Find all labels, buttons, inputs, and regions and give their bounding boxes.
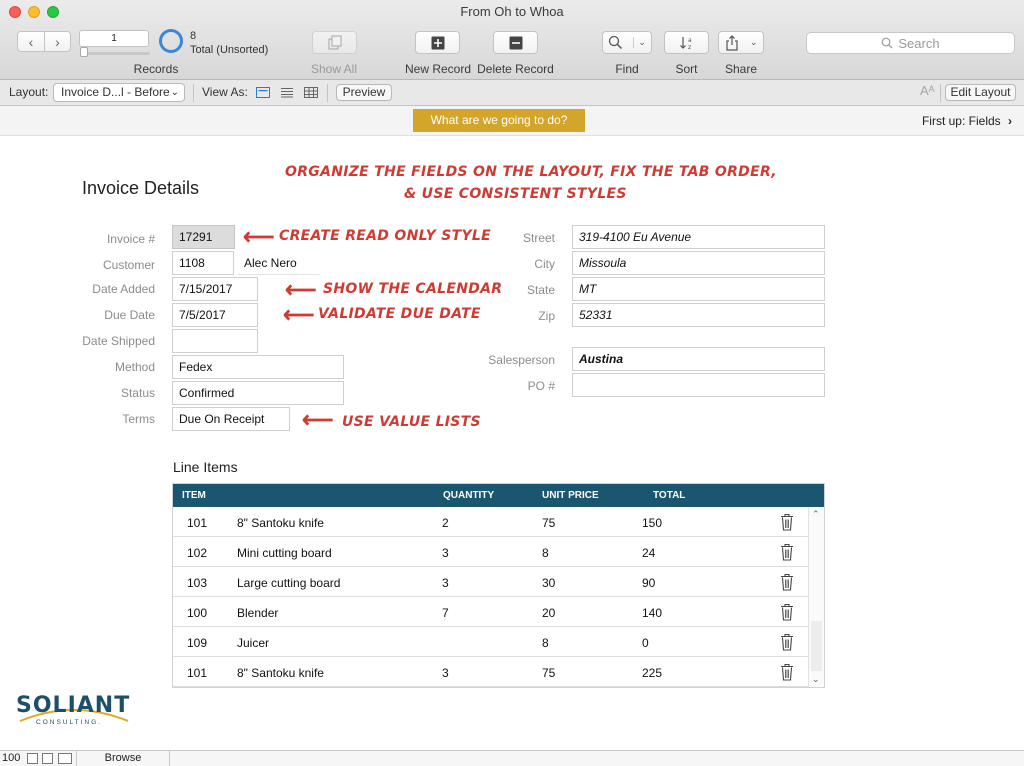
date-added-field[interactable]: 7/15/2017 bbox=[172, 277, 258, 301]
table-row[interactable] bbox=[173, 597, 808, 627]
new-record-button[interactable] bbox=[415, 31, 460, 54]
trash-icon[interactable] bbox=[780, 663, 794, 681]
show-all-icon bbox=[327, 35, 343, 51]
portal-scrollbar-thumb[interactable] bbox=[811, 621, 822, 671]
column-header-unit-price: UNIT PRICE bbox=[542, 490, 599, 501]
cell-quantity[interactable]: 7 bbox=[442, 606, 449, 620]
cell-total[interactable]: 24 bbox=[642, 546, 656, 560]
po-number-field[interactable] bbox=[572, 373, 825, 397]
label-state: State bbox=[526, 283, 555, 297]
window-title: From Oh to Whoa bbox=[460, 4, 564, 19]
page-title: Invoice Details bbox=[82, 178, 200, 198]
trash-icon[interactable] bbox=[780, 603, 794, 621]
svg-text:a: a bbox=[687, 36, 692, 44]
annotation-read-only: CREATE READ ONLY STYLE bbox=[279, 228, 491, 244]
share-icon bbox=[725, 35, 739, 51]
first-up-text: First up: Fields bbox=[921, 114, 1001, 128]
find-label: Find bbox=[615, 62, 639, 76]
trash-icon[interactable] bbox=[780, 573, 794, 591]
zoom-level[interactable]: 100 bbox=[2, 752, 21, 764]
customer-id-field[interactable]: 1108 bbox=[172, 251, 234, 275]
previous-record-button[interactable] bbox=[18, 32, 44, 51]
preview-button[interactable]: Preview bbox=[336, 84, 392, 101]
cell-description[interactable]: Mini cutting board bbox=[237, 546, 332, 560]
label-terms: Terms bbox=[122, 412, 155, 426]
cell-description[interactable]: 8" Santoku knife bbox=[237, 516, 324, 530]
divider bbox=[193, 84, 194, 102]
toggle-status-toolbar-icon[interactable] bbox=[58, 753, 72, 764]
annotation-validate: VALIDATE DUE DATE bbox=[318, 306, 481, 322]
found-set-pie-icon bbox=[159, 29, 183, 53]
customer-name-field[interactable]: Alec Nero bbox=[237, 251, 320, 275]
sort-button[interactable] bbox=[664, 31, 709, 54]
cell-unit-price[interactable]: 75 bbox=[542, 516, 556, 530]
cell-quantity[interactable]: 3 bbox=[442, 576, 449, 590]
annotation-header-line2: & USE CONSISTENT STYLES bbox=[404, 186, 627, 202]
divider bbox=[327, 84, 328, 102]
minus-icon bbox=[509, 36, 523, 50]
cell-item-id[interactable]: 101 bbox=[187, 666, 208, 680]
trash-icon[interactable] bbox=[780, 543, 794, 561]
chevron-down-icon: ⌄ bbox=[749, 37, 758, 47]
logo-wordmark: SOLIANT bbox=[16, 693, 131, 718]
find-button[interactable] bbox=[602, 31, 652, 54]
cell-unit-price[interactable]: 20 bbox=[542, 606, 556, 620]
salesperson-field[interactable]: Austina bbox=[572, 347, 825, 371]
what-are-we-going-to-do-button[interactable]: What are we going to do? bbox=[413, 109, 585, 132]
layout-select-value: Invoice D...l - Before bbox=[61, 85, 170, 99]
column-header-total: TOTAL bbox=[653, 490, 686, 501]
found-count: 8 bbox=[190, 30, 197, 42]
svg-text:z: z bbox=[687, 43, 691, 51]
cell-item-id[interactable]: 102 bbox=[187, 546, 208, 560]
chevron-down-icon: ⌄ bbox=[170, 87, 179, 98]
delete-record-button[interactable] bbox=[493, 31, 538, 54]
edit-layout-button[interactable]: Edit Layout bbox=[945, 84, 1016, 101]
cell-total[interactable]: 150 bbox=[642, 516, 663, 530]
view-as-label: View As: bbox=[202, 85, 248, 99]
cell-total[interactable]: 225 bbox=[642, 666, 663, 680]
portal-scrollbar[interactable] bbox=[808, 507, 824, 687]
sort-label: Sort bbox=[675, 62, 698, 76]
chevron-down-icon[interactable]: ⌄ bbox=[812, 674, 820, 684]
annotation-value-lists: USE VALUE LISTS bbox=[342, 414, 481, 430]
record-slider-track[interactable] bbox=[80, 52, 150, 55]
label-street: Street bbox=[522, 231, 555, 245]
cell-unit-price[interactable]: 8 bbox=[542, 636, 549, 650]
cell-unit-price[interactable]: 30 bbox=[542, 576, 556, 590]
new-record-label: New Record bbox=[404, 62, 472, 76]
list-view-icon[interactable] bbox=[280, 87, 294, 98]
label-zip: Zip bbox=[538, 309, 555, 323]
divider bbox=[940, 84, 941, 102]
layout-label: Layout: bbox=[9, 85, 49, 99]
show-all-label: Show All bbox=[310, 62, 358, 76]
form-view-icon[interactable] bbox=[256, 87, 270, 98]
label-invoice: Invoice # bbox=[106, 232, 155, 246]
arrow-left-icon: ⟵ bbox=[243, 224, 275, 249]
zoom-out-icon[interactable] bbox=[27, 753, 38, 764]
terms-field[interactable]: Due On Receipt bbox=[172, 407, 290, 431]
label-method: Method bbox=[114, 360, 155, 374]
chevron-up-icon[interactable]: ⌃ bbox=[812, 509, 820, 519]
status-field[interactable]: Confirmed bbox=[172, 381, 344, 405]
sort-az-icon bbox=[679, 35, 695, 51]
cell-total[interactable]: 90 bbox=[642, 576, 656, 590]
arrow-left-icon: ⟵ bbox=[302, 407, 334, 432]
zip-field[interactable]: 52331 bbox=[572, 303, 825, 327]
cell-item-id[interactable]: 109 bbox=[187, 636, 208, 650]
cell-description[interactable]: Blender bbox=[237, 606, 279, 620]
records-label: Records bbox=[133, 62, 179, 76]
cell-description[interactable]: Juicer bbox=[237, 636, 270, 650]
soliant-logo bbox=[16, 693, 131, 731]
found-set-status bbox=[190, 29, 268, 57]
text-format-icon[interactable]: Aᴬ bbox=[920, 83, 935, 98]
chevron-right-icon: › bbox=[55, 33, 60, 50]
status-bar bbox=[0, 750, 1024, 766]
table-row[interactable] bbox=[173, 507, 808, 537]
cell-description[interactable]: 8" Santoku knife bbox=[237, 666, 324, 680]
cell-description[interactable]: Large cutting board bbox=[237, 576, 341, 590]
street-field[interactable]: 319-4100 Eu Avenue bbox=[572, 225, 825, 249]
cell-total[interactable]: 140 bbox=[642, 606, 663, 620]
show-all-button[interactable] bbox=[312, 31, 357, 54]
mode-indicator[interactable]: Browse bbox=[76, 751, 170, 766]
window-toolbar bbox=[0, 0, 1024, 80]
trash-icon[interactable] bbox=[780, 633, 794, 651]
label-salesperson: Salesperson bbox=[488, 353, 555, 367]
delete-record-label: Delete Record bbox=[477, 62, 554, 76]
current-record-field[interactable]: 1 bbox=[79, 30, 149, 47]
table-row[interactable] bbox=[173, 627, 808, 657]
table-view-icon[interactable] bbox=[304, 87, 318, 98]
search-field[interactable] bbox=[806, 32, 1015, 54]
label-date-shipped: Date Shipped bbox=[82, 334, 155, 348]
first-up-link[interactable] bbox=[922, 114, 1012, 128]
cell-quantity[interactable]: 3 bbox=[442, 666, 449, 680]
line-items-heading: Line Items bbox=[173, 459, 238, 475]
zoom-in-icon[interactable] bbox=[42, 753, 53, 764]
found-status: Total (Unsorted) bbox=[190, 44, 269, 56]
due-date-field[interactable]: 7/5/2017 bbox=[172, 303, 258, 327]
share-button[interactable] bbox=[718, 31, 764, 54]
record-navigation bbox=[17, 31, 71, 52]
layout-select[interactable] bbox=[53, 83, 185, 102]
table-row[interactable] bbox=[173, 567, 808, 597]
arrow-left-icon: ⟵ bbox=[285, 277, 317, 302]
search-placeholder: Search bbox=[898, 35, 940, 51]
chevron-down-icon: ⌄ bbox=[633, 37, 646, 48]
cell-quantity[interactable]: 2 bbox=[442, 516, 449, 530]
column-header-item: ITEM bbox=[182, 490, 206, 501]
share-label: Share bbox=[724, 62, 758, 76]
portal-header bbox=[173, 484, 824, 507]
chevron-left-icon: ‹ bbox=[28, 33, 34, 50]
cell-unit-price[interactable]: 75 bbox=[542, 666, 556, 680]
table-row[interactable] bbox=[173, 537, 808, 567]
label-due-date: Due Date bbox=[104, 308, 155, 322]
arrow-left-icon: ⟵ bbox=[283, 302, 315, 327]
label-city: City bbox=[534, 257, 555, 271]
cell-unit-price[interactable]: 8 bbox=[542, 546, 549, 560]
label-status: Status bbox=[120, 386, 155, 400]
cell-total[interactable]: 0 bbox=[642, 636, 649, 650]
city-field[interactable]: Missoula bbox=[572, 251, 825, 275]
search-icon bbox=[881, 37, 893, 49]
line-items-portal bbox=[172, 483, 825, 688]
record-slider-handle[interactable] bbox=[80, 47, 88, 57]
method-field[interactable]: Fedex bbox=[172, 355, 344, 379]
annotation-calendar: SHOW THE CALENDAR bbox=[323, 281, 503, 297]
plus-icon bbox=[431, 36, 445, 50]
magnifier-icon bbox=[608, 35, 623, 50]
label-po: PO # bbox=[527, 379, 555, 393]
label-customer: Customer bbox=[102, 258, 155, 272]
state-field[interactable]: MT bbox=[572, 277, 825, 301]
cell-item-id[interactable]: 101 bbox=[187, 516, 208, 530]
cell-item-id[interactable]: 100 bbox=[187, 606, 208, 620]
table-row[interactable] bbox=[173, 657, 808, 687]
cell-quantity[interactable]: 3 bbox=[442, 546, 449, 560]
invoice-number-field[interactable]: 17291 bbox=[172, 225, 235, 249]
cell-item-id[interactable]: 103 bbox=[187, 576, 208, 590]
layout-bar bbox=[0, 80, 1024, 106]
logo-subtitle: CONSULTING. bbox=[36, 719, 102, 726]
next-record-button[interactable] bbox=[44, 32, 70, 51]
column-header-quantity: QUANTITY bbox=[443, 490, 495, 501]
label-date-added: Date Added bbox=[92, 282, 155, 296]
launch-banner bbox=[0, 106, 1024, 136]
date-shipped-field[interactable] bbox=[172, 329, 258, 353]
trash-icon[interactable] bbox=[780, 513, 794, 531]
annotation-header-line1: ORGANIZE THE FIELDS ON THE LAYOUT, FIX THE TAB ORDER, bbox=[285, 164, 777, 180]
chevron-right-icon: › bbox=[1008, 114, 1012, 128]
